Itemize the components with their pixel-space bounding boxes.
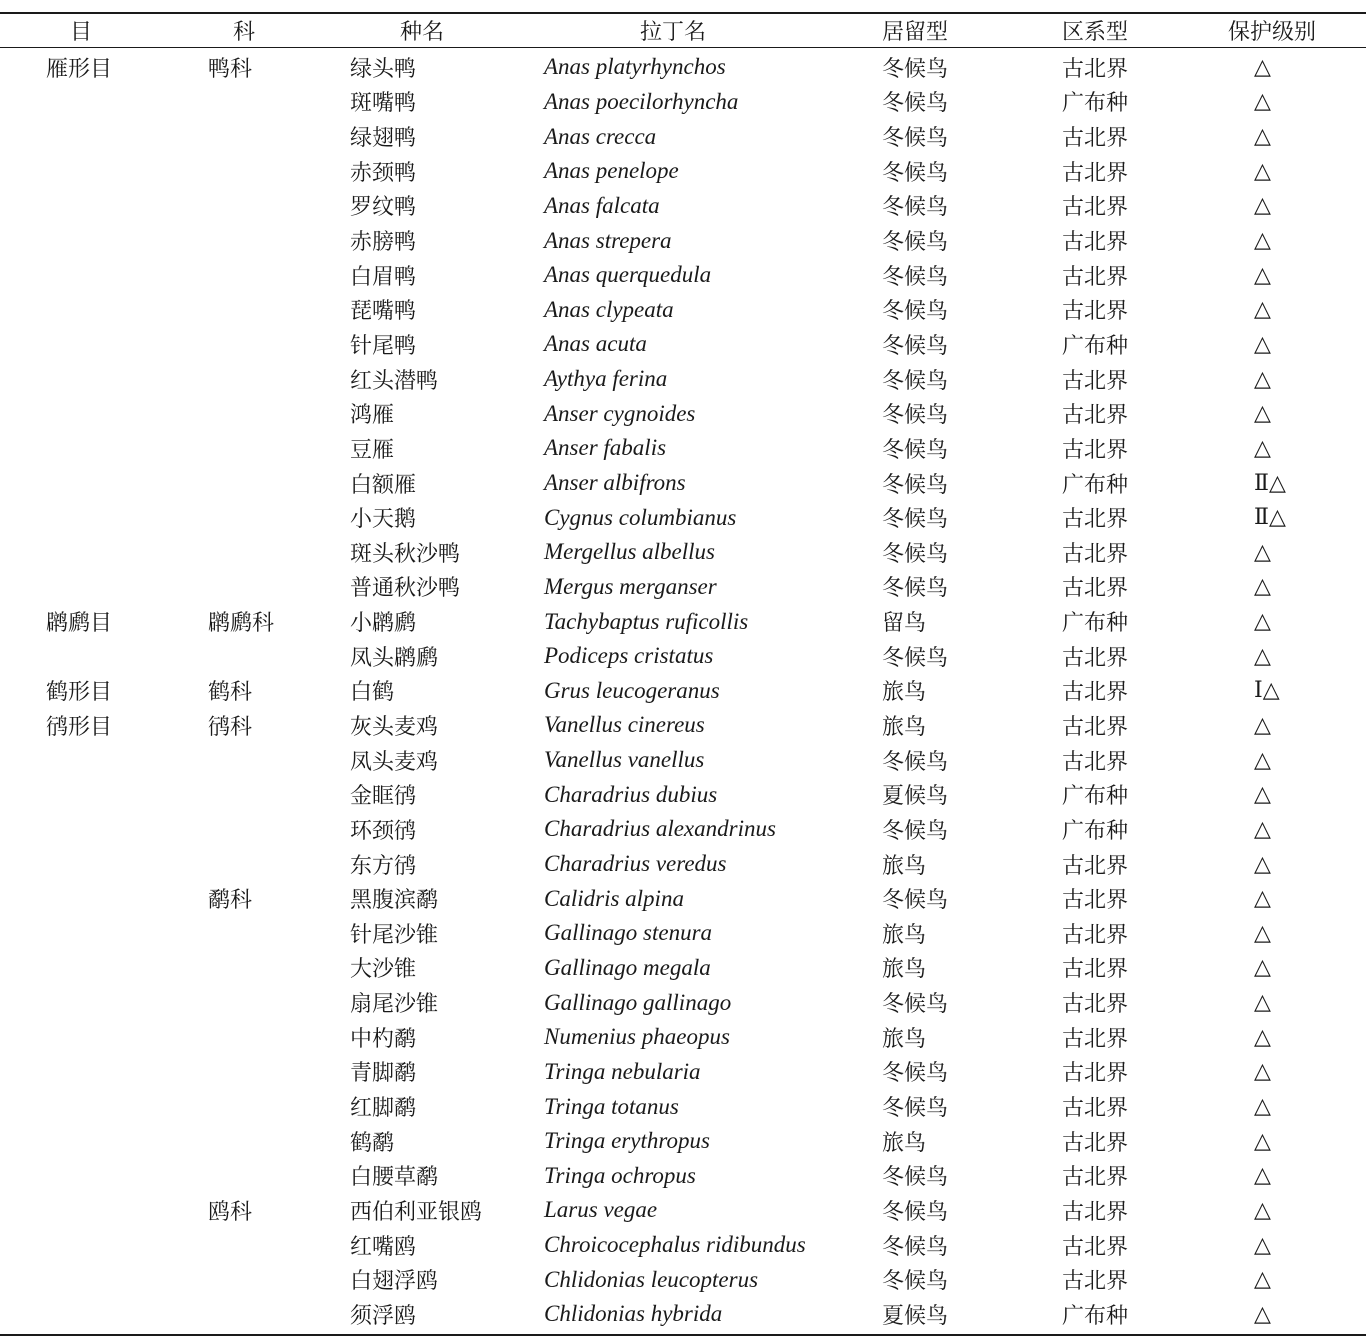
cell-protection-level: △: [1254, 539, 1271, 565]
cell-protection-level: △: [1254, 54, 1271, 80]
cell-species-name: 琵嘴鸭: [350, 299, 417, 325]
cell-protection-level: △: [1254, 1197, 1271, 1223]
cell-fauna-zone: 古北界: [1062, 576, 1129, 602]
cell-residence-type: 冬候鸟: [882, 992, 949, 1018]
table-row: [0, 535, 1366, 570]
table-row: [0, 1159, 1366, 1194]
cell-residence-type: 夏候鸟: [882, 1303, 949, 1329]
cell-species-name: 鹤鹬: [350, 1130, 395, 1156]
cell-protection-level: △: [1254, 574, 1271, 600]
cell-fauna-zone: 古北界: [1062, 922, 1129, 948]
cell-latin-name: Anas falcata: [544, 192, 660, 218]
table-row: [0, 258, 1366, 293]
cell-species-name: 环颈鸻: [350, 818, 417, 844]
cell-species-name: 豆雁: [350, 437, 395, 463]
cell-latin-name: Anser albifrons: [544, 470, 686, 495]
cell-latin-name: Mergus merganser: [544, 573, 717, 599]
table-body: [0, 48, 1366, 1334]
cell-fauna-zone: 古北界: [1062, 888, 1129, 914]
cell-latin-name: Vanellus vanellus: [544, 747, 705, 773]
cell-latin-name: Anas strepera: [544, 227, 672, 253]
cell-residence-type: 冬候鸟: [882, 299, 949, 325]
cell-residence-type: 冬候鸟: [882, 230, 949, 256]
cell-protection-level: △: [1254, 193, 1271, 219]
species-table: [0, 12, 1366, 1336]
cell-protection-level: △: [1254, 89, 1271, 115]
cell-residence-type: 冬候鸟: [882, 1165, 949, 1191]
cell-species-name: 针尾鸭: [350, 333, 417, 359]
cell-latin-name: Anas penelope: [544, 158, 679, 184]
table-row: [0, 50, 1366, 85]
table-row: [0, 777, 1366, 812]
table-row: [0, 604, 1366, 639]
header-zone: 区系型: [1062, 20, 1129, 45]
table-row: [0, 985, 1366, 1020]
cell-fauna-zone: 古北界: [1062, 992, 1129, 1018]
cell-fauna-zone: 广布种: [1062, 611, 1129, 637]
cell-protection-level: Ⅱ△: [1254, 505, 1286, 531]
cell-fauna-zone: 广布种: [1062, 818, 1129, 844]
cell-species-name: 红脚鹬: [350, 1096, 417, 1122]
cell-protection-level: △: [1254, 609, 1271, 635]
cell-latin-name: Anas clypeata: [544, 296, 674, 322]
cell-species-name: 小䴙䴘: [350, 611, 417, 637]
cell-species-name: 斑嘴鸭: [350, 91, 417, 117]
table-row: [0, 812, 1366, 847]
cell-latin-name: Gallinago stenura: [544, 920, 713, 946]
cell-latin-name: Calidris alpina: [544, 885, 684, 911]
cell-residence-type: 冬候鸟: [882, 403, 949, 429]
cell-species-name: 罗纹鸭: [350, 195, 417, 221]
cell-residence-type: 旅鸟: [882, 922, 927, 948]
cell-fauna-zone: 古北界: [1062, 1061, 1129, 1087]
table-row: [0, 881, 1366, 916]
header-name: 种名: [400, 20, 445, 45]
table-row: [0, 189, 1366, 224]
cell-fauna-zone: 古北界: [1062, 1096, 1129, 1122]
cell-latin-name: Anas platyrhynchos: [544, 54, 726, 80]
cell-protection-level: △: [1254, 262, 1271, 288]
cell-fauna-zone: 古北界: [1062, 1269, 1129, 1295]
cell-latin-name: Chlidonias leucopterus: [544, 1266, 759, 1292]
cell-protection-level: △: [1254, 782, 1271, 808]
cell-protection-level: △: [1254, 816, 1271, 842]
cell-family: 鸭科: [208, 56, 253, 82]
table-row: [0, 674, 1366, 709]
cell-protection-level: △: [1254, 1163, 1271, 1189]
cell-fauna-zone: 古北界: [1062, 749, 1129, 775]
cell-protection-level: Ⅱ△: [1254, 470, 1286, 496]
cell-latin-name: Aythya ferina: [544, 366, 668, 392]
cell-residence-type: 旅鸟: [882, 714, 927, 740]
cell-fauna-zone: 广布种: [1062, 91, 1129, 117]
cell-species-name: 白翅浮鸥: [350, 1269, 439, 1295]
cell-species-name: 针尾沙锥: [350, 922, 439, 948]
table-row: [0, 1193, 1366, 1228]
table-row: [0, 743, 1366, 778]
cell-latin-name: Tringa totanus: [544, 1093, 679, 1119]
cell-family: 鸥科: [208, 1199, 253, 1225]
cell-fauna-zone: 古北界: [1062, 403, 1129, 429]
cell-residence-type: 冬候鸟: [882, 56, 949, 82]
cell-protection-level: △: [1254, 366, 1271, 392]
cell-protection-level: △: [1254, 643, 1271, 669]
table-row: [0, 396, 1366, 431]
table-row: [0, 119, 1366, 154]
table-row: [0, 1262, 1366, 1297]
table-row: [0, 431, 1366, 466]
cell-fauna-zone: 古北界: [1062, 126, 1129, 152]
cell-residence-type: 冬候鸟: [882, 472, 949, 498]
cell-latin-name: Anser cygnoides: [544, 400, 696, 426]
cell-fauna-zone: 古北界: [1062, 368, 1129, 394]
cell-residence-type: 冬候鸟: [882, 126, 949, 152]
cell-fauna-zone: 古北界: [1062, 1234, 1129, 1260]
cell-fauna-zone: 古北界: [1062, 437, 1129, 463]
table-row: [0, 362, 1366, 397]
cell-fauna-zone: 古北界: [1062, 957, 1129, 983]
cell-residence-type: 旅鸟: [882, 1130, 927, 1156]
cell-species-name: 黑腹滨鹬: [350, 888, 439, 914]
cell-latin-name: Podiceps cristatus: [544, 643, 714, 669]
cell-family: 鹤科: [208, 680, 253, 706]
cell-fauna-zone: 古北界: [1062, 1199, 1129, 1225]
cell-order: 鹤形目: [46, 680, 113, 706]
table-row: [0, 1055, 1366, 1090]
cell-fauna-zone: 广布种: [1062, 472, 1129, 498]
cell-residence-type: 冬候鸟: [882, 507, 949, 533]
cell-residence-type: 冬候鸟: [882, 91, 949, 117]
cell-protection-level: △: [1254, 920, 1271, 946]
cell-fauna-zone: 古北界: [1062, 299, 1129, 325]
table-row: [0, 1228, 1366, 1263]
cell-residence-type: 冬候鸟: [882, 541, 949, 567]
cell-species-name: 绿头鸭: [350, 56, 417, 82]
cell-latin-name: Charadrius dubius: [544, 781, 718, 807]
cell-residence-type: 冬候鸟: [882, 749, 949, 775]
cell-residence-type: 冬候鸟: [882, 333, 949, 359]
cell-residence-type: 冬候鸟: [882, 1061, 949, 1087]
table-row: [0, 916, 1366, 951]
cell-latin-name: Anser fabalis: [544, 435, 667, 461]
cell-species-name: 斑头秋沙鸭: [350, 541, 461, 567]
table-row: [0, 1124, 1366, 1159]
cell-residence-type: 旅鸟: [882, 1026, 927, 1052]
table-row: [0, 1089, 1366, 1124]
cell-latin-name: Larus vegae: [544, 1197, 658, 1223]
cell-fauna-zone: 古北界: [1062, 714, 1129, 740]
cell-species-name: 赤膀鸭: [350, 230, 417, 256]
cell-species-name: 西伯利亚银鸥: [350, 1199, 483, 1225]
cell-residence-type: 夏候鸟: [882, 784, 949, 810]
cell-protection-level: △: [1254, 1094, 1271, 1120]
cell-protection-level: △: [1254, 1128, 1271, 1154]
cell-protection-level: △: [1254, 1267, 1271, 1293]
cell-species-name: 白腰草鹬: [350, 1165, 439, 1191]
cell-residence-type: 冬候鸟: [882, 1234, 949, 1260]
cell-species-name: 白眉鸭: [350, 264, 417, 290]
cell-species-name: 大沙锥: [350, 957, 417, 983]
cell-fauna-zone: 古北界: [1062, 1026, 1129, 1052]
table-row: [0, 154, 1366, 189]
cell-protection-level: △: [1254, 1024, 1271, 1050]
cell-family: 䴙䴘科: [208, 611, 275, 637]
cell-residence-type: 冬候鸟: [882, 818, 949, 844]
table-row: [0, 292, 1366, 327]
cell-latin-name: Chlidonias hybrida: [544, 1301, 723, 1327]
cell-residence-type: 冬候鸟: [882, 645, 949, 671]
cell-species-name: 扇尾沙锥: [350, 992, 439, 1018]
cell-protection-level: △: [1254, 712, 1271, 738]
cell-latin-name: Gallinago megala: [544, 954, 711, 980]
cell-latin-name: Charadrius veredus: [544, 851, 727, 877]
cell-protection-level: △: [1254, 158, 1271, 184]
cell-protection-level: △: [1254, 401, 1271, 427]
cell-fauna-zone: 古北界: [1062, 56, 1129, 82]
cell-fauna-zone: 古北界: [1062, 230, 1129, 256]
cell-residence-type: 留鸟: [882, 611, 927, 637]
cell-protection-level: △: [1254, 747, 1271, 773]
table-row: [0, 847, 1366, 882]
cell-fauna-zone: 古北界: [1062, 680, 1129, 706]
cell-fauna-zone: 古北界: [1062, 1165, 1129, 1191]
table-row: [0, 1297, 1366, 1332]
cell-residence-type: 冬候鸟: [882, 1096, 949, 1122]
header-order: 目: [70, 20, 93, 45]
cell-latin-name: Cygnus columbianus: [544, 504, 737, 530]
cell-fauna-zone: 广布种: [1062, 784, 1129, 810]
cell-species-name: 红头潜鸭: [350, 368, 439, 394]
table-row: [0, 85, 1366, 120]
table-row: [0, 500, 1366, 535]
table-row: [0, 223, 1366, 258]
cell-protection-level: △: [1254, 228, 1271, 254]
cell-latin-name: Tachybaptus ruficollis: [544, 608, 749, 634]
cell-residence-type: 冬候鸟: [882, 888, 949, 914]
cell-species-name: 鸿雁: [350, 403, 395, 429]
cell-species-name: 普通秋沙鸭: [350, 576, 461, 602]
cell-residence-type: 旅鸟: [882, 680, 927, 706]
table-row: [0, 327, 1366, 362]
cell-fauna-zone: 古北界: [1062, 264, 1129, 290]
cell-latin-name: Charadrius alexandrinus: [544, 816, 776, 842]
table-row: [0, 570, 1366, 605]
table-row: [0, 466, 1366, 501]
cell-latin-name: Vanellus cinereus: [544, 712, 705, 738]
cell-latin-name: Anas poecilorhyncha: [544, 88, 739, 114]
cell-fauna-zone: 古北界: [1062, 1130, 1129, 1156]
cell-protection-level: Ⅰ△: [1254, 678, 1280, 704]
cell-latin-name: Anas querquedula: [544, 262, 712, 288]
cell-fauna-zone: 古北界: [1062, 195, 1129, 221]
header-family: 科: [233, 20, 256, 45]
cell-latin-name: Mergellus albellus: [544, 539, 715, 565]
cell-species-name: 灰头麦鸡: [350, 714, 439, 740]
cell-fauna-zone: 广布种: [1062, 1303, 1129, 1329]
cell-fauna-zone: 广布种: [1062, 333, 1129, 359]
header-residence: 居留型: [882, 20, 949, 45]
cell-protection-level: △: [1254, 331, 1271, 357]
cell-residence-type: 冬候鸟: [882, 368, 949, 394]
table-row: [0, 951, 1366, 986]
cell-species-name: 青脚鹬: [350, 1061, 417, 1087]
header-protection: 保护级别: [1228, 20, 1317, 45]
cell-species-name: 小天鹅: [350, 507, 417, 533]
cell-family: 鸻科: [208, 714, 253, 740]
cell-species-name: 中杓鹬: [350, 1026, 417, 1052]
header-latin: 拉丁名: [640, 20, 707, 45]
cell-residence-type: 冬候鸟: [882, 437, 949, 463]
cell-latin-name: Tringa erythropus: [544, 1128, 710, 1154]
cell-residence-type: 旅鸟: [882, 853, 927, 879]
cell-fauna-zone: 古北界: [1062, 541, 1129, 567]
table-header: [0, 14, 1366, 48]
cell-residence-type: 冬候鸟: [882, 1269, 949, 1295]
cell-protection-level: △: [1254, 435, 1271, 461]
cell-protection-level: △: [1254, 851, 1271, 877]
cell-protection-level: △: [1254, 297, 1271, 323]
cell-species-name: 凤头麦鸡: [350, 749, 439, 775]
cell-fauna-zone: 古北界: [1062, 507, 1129, 533]
cell-species-name: 赤颈鸭: [350, 160, 417, 186]
cell-species-name: 须浮鸥: [350, 1303, 417, 1329]
cell-residence-type: 冬候鸟: [882, 264, 949, 290]
cell-latin-name: Gallinago gallinago: [544, 989, 732, 1015]
cell-protection-level: △: [1254, 990, 1271, 1016]
cell-residence-type: 冬候鸟: [882, 195, 949, 221]
cell-latin-name: Grus leucogeranus: [544, 677, 720, 703]
table-row: [0, 708, 1366, 743]
cell-fauna-zone: 古北界: [1062, 645, 1129, 671]
cell-species-name: 凤头䴙䴘: [350, 645, 439, 671]
cell-residence-type: 旅鸟: [882, 957, 927, 983]
cell-species-name: 白额雁: [350, 472, 417, 498]
cell-latin-name: Chroicocephalus ridibundus: [544, 1232, 806, 1258]
cell-latin-name: Numenius phaeopus: [544, 1024, 730, 1050]
cell-latin-name: Anas acuta: [544, 331, 647, 357]
cell-fauna-zone: 古北界: [1062, 160, 1129, 186]
cell-order: 鸻形目: [46, 714, 113, 740]
cell-order: 雁形目: [46, 56, 113, 82]
cell-latin-name: Tringa nebularia: [544, 1058, 701, 1084]
cell-protection-level: △: [1254, 955, 1271, 981]
cell-protection-level: △: [1254, 1301, 1271, 1327]
cell-species-name: 白鹤: [350, 680, 395, 706]
table-row: [0, 1020, 1366, 1055]
cell-residence-type: 冬候鸟: [882, 160, 949, 186]
cell-latin-name: Tringa ochropus: [544, 1162, 696, 1188]
cell-species-name: 绿翅鸭: [350, 126, 417, 152]
cell-fauna-zone: 古北界: [1062, 853, 1129, 879]
cell-protection-level: △: [1254, 124, 1271, 150]
cell-residence-type: 冬候鸟: [882, 576, 949, 602]
cell-protection-level: △: [1254, 886, 1271, 912]
cell-protection-level: △: [1254, 1232, 1271, 1258]
cell-protection-level: △: [1254, 1059, 1271, 1085]
cell-species-name: 红嘴鸥: [350, 1234, 417, 1260]
cell-order: 䴙䴘目: [46, 611, 113, 637]
cell-residence-type: 冬候鸟: [882, 1199, 949, 1225]
cell-latin-name: Anas crecca: [544, 123, 657, 149]
cell-species-name: 东方鸻: [350, 853, 417, 879]
table-row: [0, 639, 1366, 674]
cell-species-name: 金眶鸻: [350, 784, 417, 810]
cell-family: 鹬科: [208, 888, 253, 914]
